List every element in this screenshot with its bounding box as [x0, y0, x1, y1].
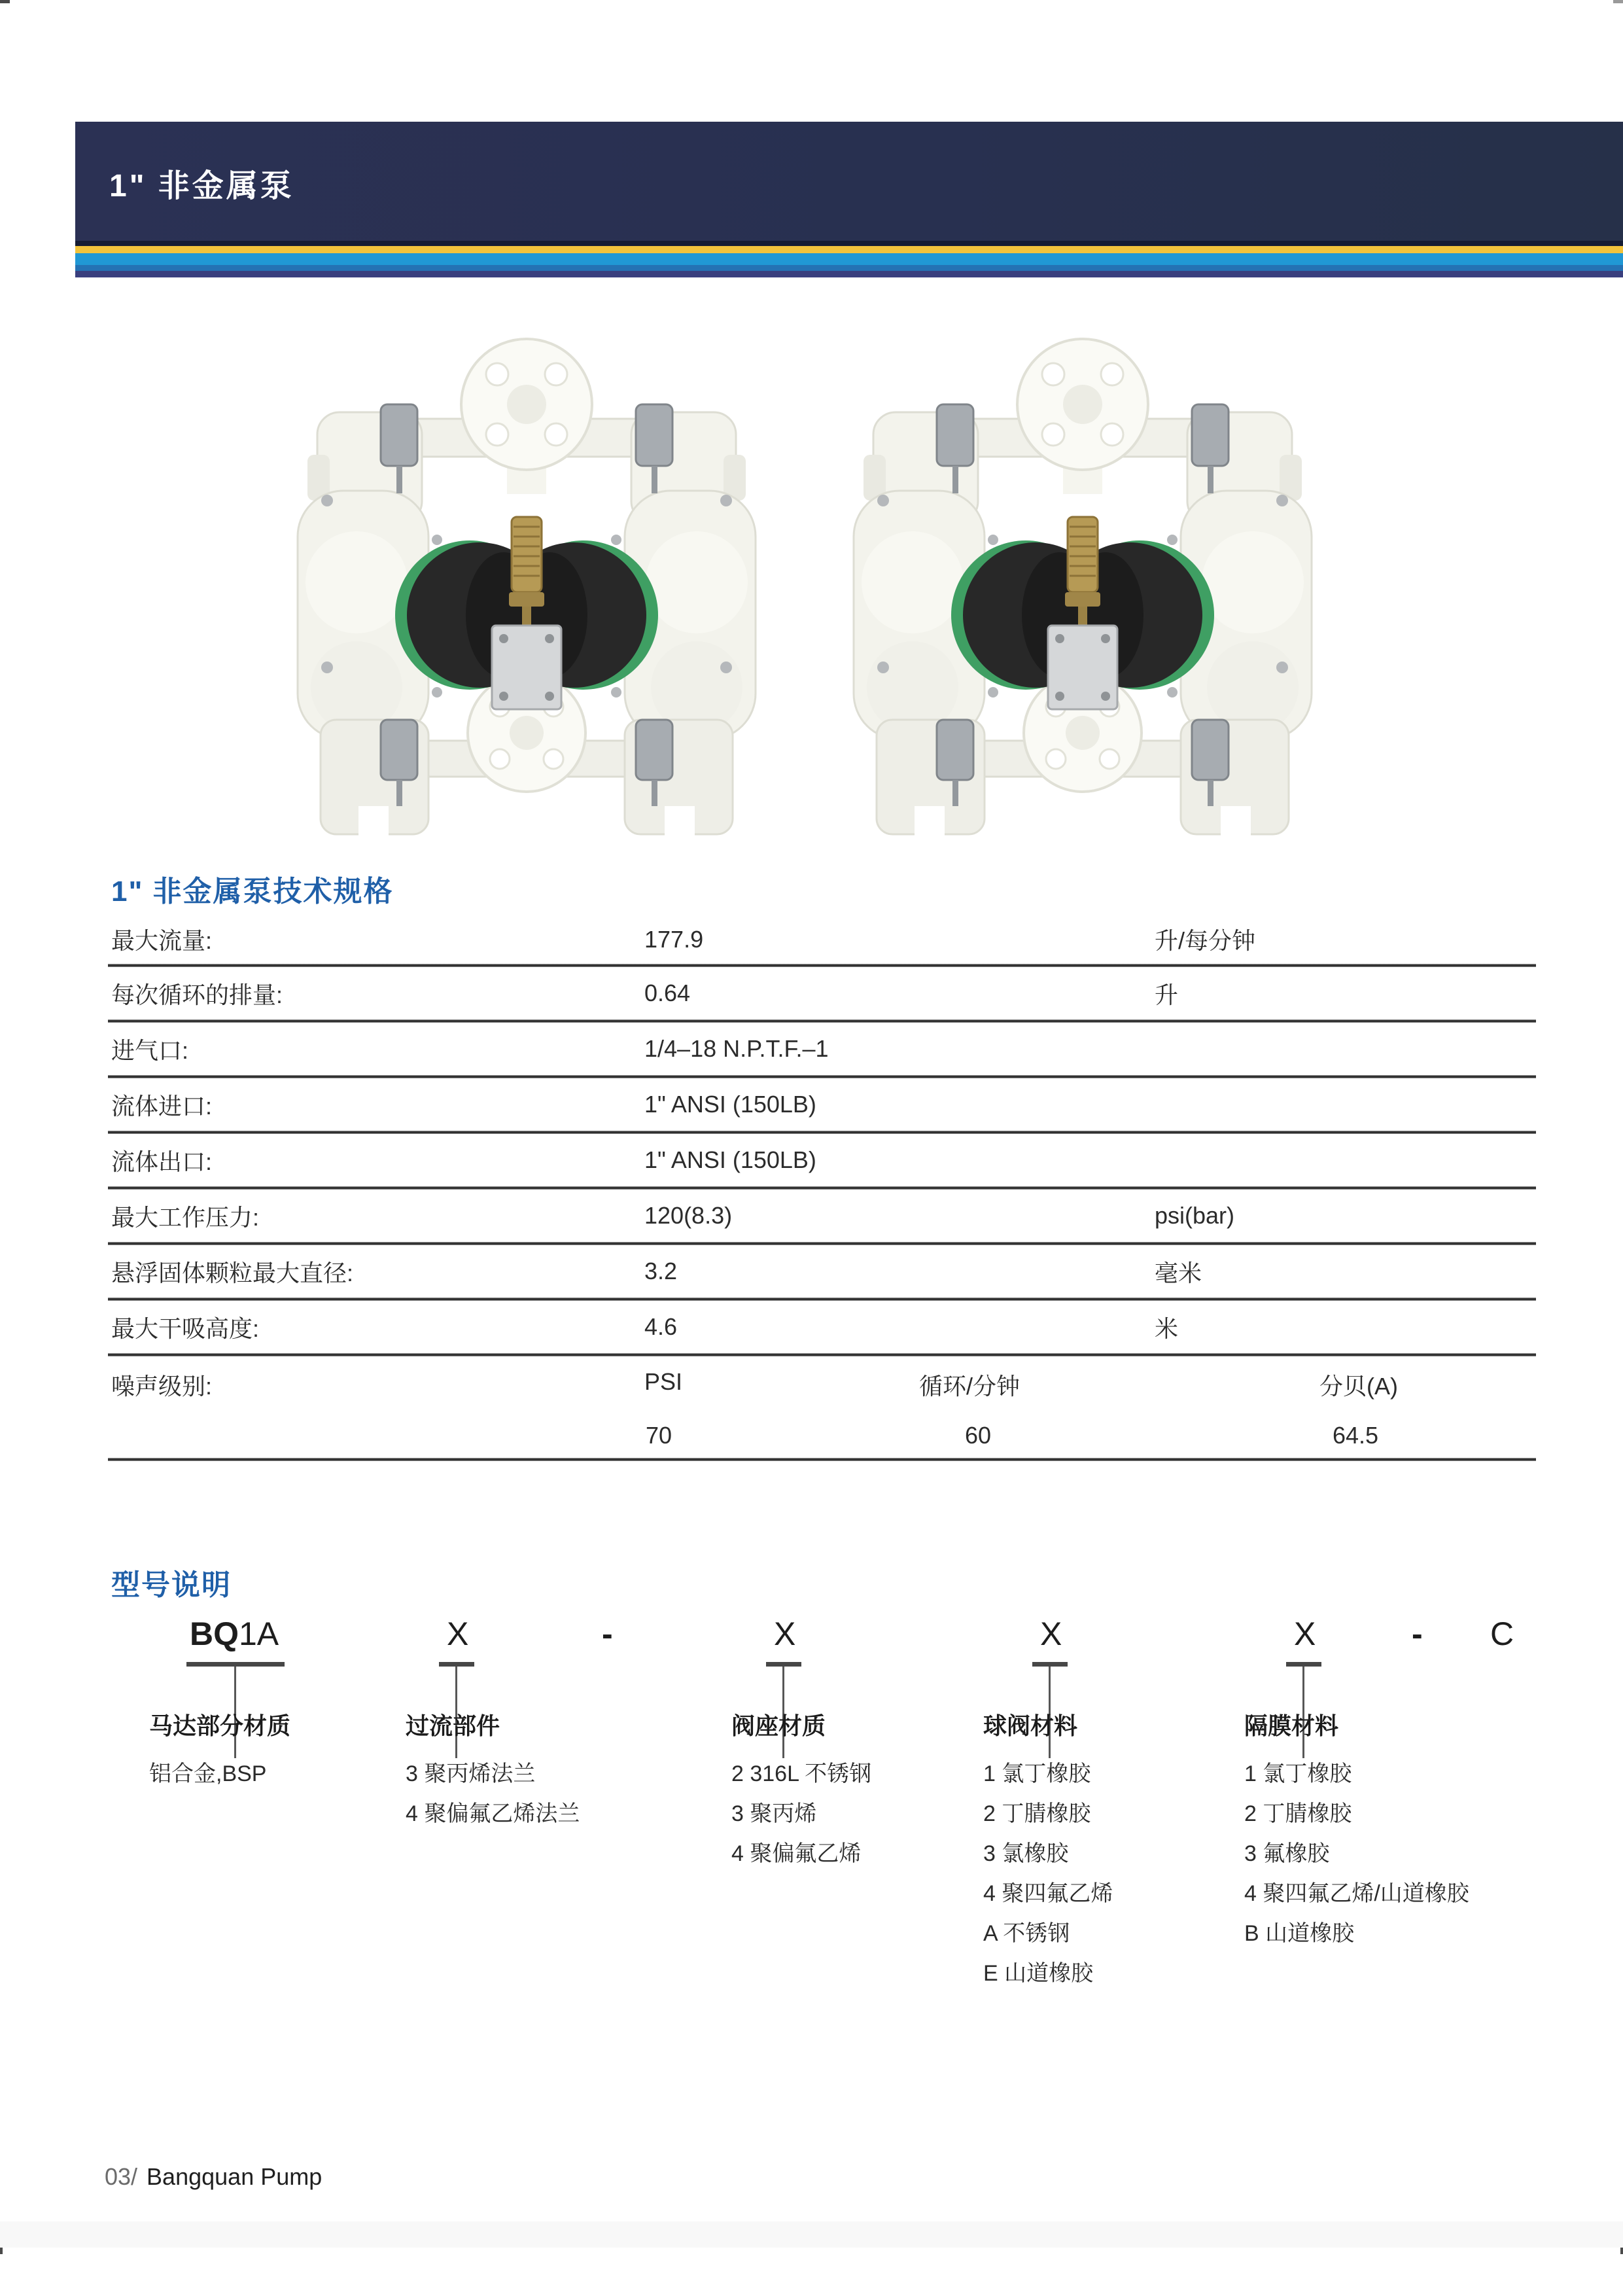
spec-value: 1" ANSI (150LB) — [644, 1091, 816, 1118]
model-code-prefix — [190, 1615, 279, 1653]
spec-table — [108, 915, 1536, 1461]
model-column-title: 隔膜材料 — [1244, 1712, 1339, 1739]
code-tick-bar — [186, 1662, 285, 1667]
accent-stripe-indigo — [75, 271, 1623, 277]
pump-photo-right — [837, 301, 1328, 838]
page-number: 03/ — [105, 2163, 138, 2190]
model-column-diaphragm-material — [1244, 1708, 1469, 1954]
model-code-x3: X — [1040, 1616, 1062, 1652]
page-footer — [105, 2163, 322, 2191]
crop-mark — [0, 0, 10, 3]
header-divider-line — [75, 241, 1623, 246]
model-item: 2 316L 不锈钢 — [731, 1761, 872, 1786]
crop-mark — [1613, 0, 1623, 3]
spec-label: 流体进口: — [111, 1092, 213, 1120]
model-column-seat-material — [731, 1708, 871, 1874]
spec-value: 120(8.3) — [644, 1202, 733, 1229]
model-item: 1 氯丁橡胶 — [1244, 1761, 1352, 1786]
spec-value: 1/4–18 N.P.T.F.–1 — [644, 1035, 829, 1062]
model-code-suffix: C — [1490, 1616, 1514, 1652]
spec-label: 进气口: — [111, 1036, 189, 1064]
model-item: 3 氯橡胶 — [983, 1841, 1069, 1866]
spec-value: 4.6 — [644, 1313, 678, 1340]
pump-photo-left — [281, 301, 772, 838]
noise-col3-value: 64.5 — [1333, 1422, 1379, 1449]
spec-row — [108, 1301, 1536, 1353]
table-rule — [108, 1458, 1536, 1461]
spec-row — [108, 1190, 1536, 1242]
spec-label: 流体出口: — [111, 1148, 213, 1175]
noise-col2-value: 60 — [965, 1422, 992, 1449]
code-tick-bar — [1032, 1662, 1068, 1667]
page-title: 1" 非金属泵 — [109, 168, 294, 203]
model-column-title: 球阀材料 — [983, 1712, 1078, 1739]
accent-stripe-midblue — [75, 265, 1623, 271]
spec-row-noise-level — [108, 1356, 1536, 1458]
spec-value: 1" ANSI (150LB) — [644, 1146, 816, 1173]
spec-label: 最大工作压力: — [111, 1203, 260, 1231]
spec-label: 最大流量: — [111, 927, 213, 954]
noise-col1-header: PSI — [644, 1368, 683, 1395]
model-column-ball-material — [983, 1708, 1113, 1994]
model-code-x4: X — [1294, 1616, 1316, 1652]
spec-value: 3.2 — [644, 1258, 678, 1284]
model-item: 4 聚四氟乙烯 — [983, 1881, 1113, 1906]
brand-name: Bangquan Pump — [147, 2163, 323, 2190]
model-item: 1 氯丁橡胶 — [983, 1761, 1091, 1786]
accent-stripe-yellow — [75, 246, 1623, 253]
spec-unit: 毫米 — [1155, 1259, 1202, 1286]
model-code-x2: X — [774, 1616, 796, 1652]
noise-col3-header: 分贝(A) — [1319, 1373, 1398, 1400]
model-code-x1: X — [447, 1616, 469, 1652]
code-tick-bar — [1286, 1662, 1321, 1667]
model-item: 2 丁腈橡胶 — [1244, 1801, 1352, 1826]
spec-unit: 升 — [1155, 981, 1179, 1008]
spec-unit: psi(bar) — [1155, 1202, 1235, 1229]
model-item: 4 聚偏氟乙烯 — [731, 1841, 862, 1866]
spec-row — [108, 967, 1536, 1019]
model-item: 3 聚丙烯 — [731, 1801, 817, 1826]
model-item: 3 氟橡胶 — [1244, 1841, 1330, 1866]
model-item: 2 丁腈橡胶 — [983, 1801, 1091, 1826]
spec-unit: 米 — [1155, 1315, 1179, 1342]
noise-col1-value: 70 — [646, 1422, 672, 1449]
spec-label: 噪声级别: — [111, 1373, 213, 1400]
page-header-banner — [75, 122, 1623, 243]
model-item: 铝合金,BSP — [149, 1761, 267, 1786]
model-item: A 不锈钢 — [983, 1921, 1070, 1946]
model-item: 4 聚四氟乙烯/山道橡胶 — [1244, 1881, 1469, 1906]
spec-row — [108, 1023, 1536, 1075]
spec-row — [108, 1078, 1536, 1131]
model-column-wetted-parts — [406, 1708, 580, 1834]
model-column-motor — [149, 1708, 290, 1794]
spec-unit: 升/每分钟 — [1155, 927, 1256, 954]
spec-label: 最大干吸高度: — [111, 1315, 260, 1342]
spec-row — [108, 1134, 1536, 1186]
spec-label: 每次循环的排量: — [111, 981, 283, 1008]
specs-section-heading: 1" 非金属泵技术规格 — [111, 875, 394, 908]
model-code-1a: 1A — [239, 1616, 279, 1652]
model-column-title: 阀座材质 — [731, 1712, 826, 1739]
spec-value: 0.64 — [644, 980, 691, 1006]
bottom-margin-band — [0, 2221, 1623, 2248]
code-tick-bar — [439, 1662, 474, 1667]
model-item: 4 聚偏氟乙烯法兰 — [406, 1801, 580, 1826]
spec-row — [108, 1245, 1536, 1298]
model-item: B 山道橡胶 — [1244, 1921, 1355, 1946]
model-column-title: 马达部分材质 — [149, 1712, 291, 1739]
noise-col2-header: 循环/分钟 — [919, 1373, 1021, 1400]
model-column-title: 过流部件 — [406, 1712, 500, 1739]
model-item: E 山道橡胶 — [983, 1961, 1094, 1986]
model-code-dash2: - — [1412, 1616, 1423, 1652]
spec-value: 177.9 — [644, 925, 704, 953]
model-code-bq: BQ — [190, 1616, 239, 1652]
spec-label: 悬浮固体颗粒最大直径: — [111, 1259, 354, 1286]
code-tick-bar — [766, 1662, 801, 1667]
model-section-heading: 型号说明 — [111, 1569, 232, 1601]
model-item: 3 聚丙烯法兰 — [406, 1761, 536, 1786]
model-code-dash1: - — [602, 1616, 613, 1652]
accent-stripe-lightblue — [75, 253, 1623, 265]
spec-row — [108, 915, 1536, 964]
